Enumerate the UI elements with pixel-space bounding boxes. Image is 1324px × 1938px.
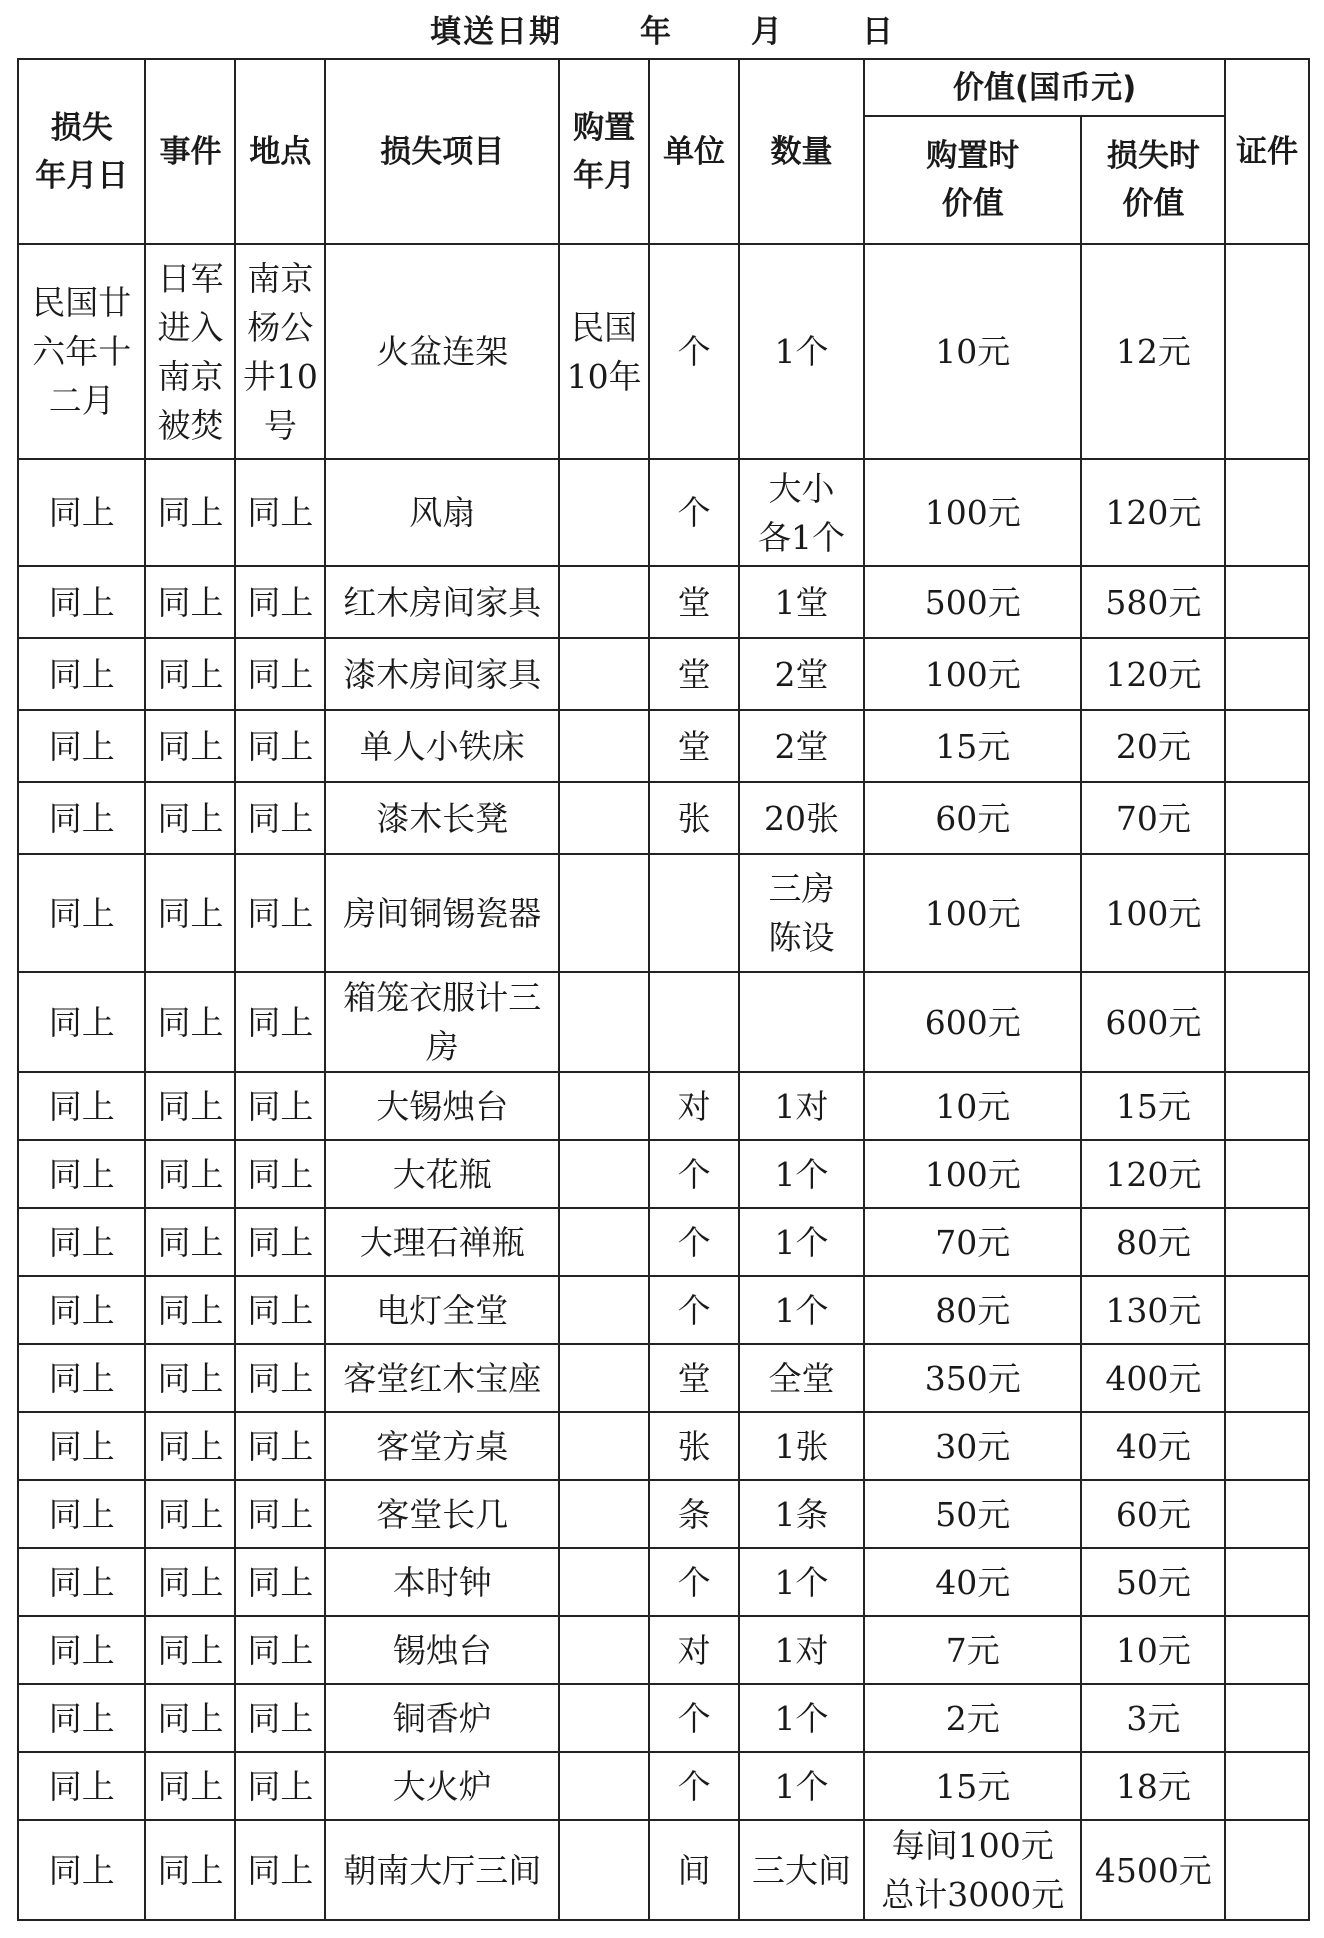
cell-quantity: 全堂 [739,1344,864,1412]
cell-proof [1225,244,1309,459]
cell-event: 同上 [145,1140,235,1208]
cell-value-loss: 80元 [1081,1208,1225,1276]
cell-value-purchase: 100元 [864,1140,1081,1208]
cell-loss-date: 同上 [18,1276,145,1344]
cell-value-loss: 50元 [1081,1548,1225,1616]
header-value-purchase: 购置时 价值 [864,116,1081,244]
cell-event: 同上 [145,566,235,638]
header-value-group: 价值(国币元) [864,59,1225,116]
cell-proof [1225,1276,1309,1344]
cell-unit [649,854,739,972]
cell-item: 朝南大厅三间 [325,1820,559,1920]
table-row [18,566,1309,638]
table-row [18,459,1309,566]
fill-date-day: 日 [862,14,895,50]
cell-item: 客堂方桌 [325,1412,559,1480]
cell-loss-date: 同上 [18,1616,145,1684]
cell-loss-date: 同上 [18,972,145,1072]
table-row [18,1752,1309,1820]
cell-unit: 个 [649,1140,739,1208]
cell-quantity: 1个 [739,1276,864,1344]
cell-proof [1225,1412,1309,1480]
cell-place: 同上 [235,566,325,638]
cell-event: 同上 [145,1548,235,1616]
table-row [18,1140,1309,1208]
cell-value-purchase: 600元 [864,972,1081,1072]
header-event: 事件 [145,59,235,244]
cell-loss-date: 民国廿 六年十 二月 [18,244,145,459]
cell-loss-date: 同上 [18,566,145,638]
cell-purchase-date [559,1616,649,1684]
cell-place: 同上 [235,1276,325,1344]
cell-loss-date: 同上 [18,1752,145,1820]
cell-purchase-date [559,782,649,854]
cell-item: 火盆连架 [325,244,559,459]
cell-item: 大理石禅瓶 [325,1208,559,1276]
cell-value-purchase: 50元 [864,1480,1081,1548]
cell-unit: 个 [649,1752,739,1820]
cell-event: 同上 [145,638,235,710]
cell-proof [1225,1140,1309,1208]
cell-unit: 堂 [649,638,739,710]
cell-value-loss: 15元 [1081,1072,1225,1140]
cell-value-loss: 120元 [1081,459,1225,566]
cell-value-loss: 400元 [1081,1344,1225,1412]
cell-item: 漆木长凳 [325,782,559,854]
table-row [18,1208,1309,1276]
cell-loss-date: 同上 [18,1820,145,1920]
cell-proof [1225,566,1309,638]
cell-proof [1225,1684,1309,1752]
cell-quantity: 1条 [739,1480,864,1548]
cell-quantity: 1个 [739,1548,864,1616]
cell-place: 南京 杨公 井10 号 [235,244,325,459]
cell-item: 风扇 [325,459,559,566]
table-row [18,710,1309,782]
cell-purchase-date [559,1208,649,1276]
cell-unit: 堂 [649,1344,739,1412]
cell-value-purchase: 350元 [864,1344,1081,1412]
cell-purchase-date [559,1480,649,1548]
cell-value-loss: 3元 [1081,1684,1225,1752]
table-row [18,1684,1309,1752]
cell-purchase-date [559,854,649,972]
cell-unit: 个 [649,459,739,566]
cell-unit: 条 [649,1480,739,1548]
cell-proof [1225,972,1309,1072]
cell-place: 同上 [235,782,325,854]
cell-value-loss: 10元 [1081,1616,1225,1684]
fill-date-year: 年 [640,14,673,50]
cell-item: 大花瓶 [325,1140,559,1208]
cell-quantity: 2堂 [739,638,864,710]
cell-value-purchase: 100元 [864,638,1081,710]
cell-item: 红木房间家具 [325,566,559,638]
cell-quantity: 1对 [739,1616,864,1684]
cell-place: 同上 [235,1480,325,1548]
cell-value-purchase: 2元 [864,1684,1081,1752]
cell-place: 同上 [235,710,325,782]
cell-item: 箱笼衣服计三房 [325,972,559,1072]
header-value-loss: 损失时 价值 [1081,116,1225,244]
cell-unit: 堂 [649,566,739,638]
cell-value-loss: 20元 [1081,710,1225,782]
cell-purchase-date [559,638,649,710]
cell-place: 同上 [235,1684,325,1752]
cell-quantity: 1个 [739,1752,864,1820]
cell-unit: 个 [649,1208,739,1276]
cell-loss-date: 同上 [18,1412,145,1480]
cell-quantity: 大小 各1个 [739,459,864,566]
cell-purchase-date [559,1412,649,1480]
cell-value-loss: 120元 [1081,1140,1225,1208]
cell-unit: 间 [649,1820,739,1920]
cell-quantity: 三房 陈设 [739,854,864,972]
cell-place: 同上 [235,1412,325,1480]
cell-value-loss: 100元 [1081,854,1225,972]
cell-proof [1225,638,1309,710]
cell-quantity: 三大间 [739,1820,864,1920]
cell-event: 同上 [145,972,235,1072]
cell-value-loss: 600元 [1081,972,1225,1072]
cell-value-purchase: 7元 [864,1616,1081,1684]
cell-value-loss: 18元 [1081,1752,1225,1820]
cell-event: 同上 [145,1276,235,1344]
cell-unit: 个 [649,1276,739,1344]
cell-place: 同上 [235,638,325,710]
cell-proof [1225,1208,1309,1276]
cell-value-purchase: 40元 [864,1548,1081,1616]
cell-unit: 堂 [649,710,739,782]
cell-purchase-date [559,1344,649,1412]
cell-loss-date: 同上 [18,459,145,566]
cell-value-purchase: 500元 [864,566,1081,638]
cell-purchase-date [559,566,649,638]
cell-proof [1225,1752,1309,1820]
cell-value-purchase: 10元 [864,1072,1081,1140]
cell-item: 大锡烛台 [325,1072,559,1140]
header-purchase-date: 购置 年月 [559,59,649,244]
cell-value-purchase: 15元 [864,710,1081,782]
fill-date-label: 填送日期 [430,14,562,50]
cell-loss-date: 同上 [18,854,145,972]
cell-purchase-date [559,710,649,782]
header-proof: 证件 [1225,59,1309,244]
cell-quantity: 20张 [739,782,864,854]
cell-loss-date: 同上 [18,1072,145,1140]
header-place: 地点 [235,59,325,244]
cell-place: 同上 [235,854,325,972]
cell-item: 客堂红木宝座 [325,1344,559,1412]
cell-value-loss: 12元 [1081,244,1225,459]
cell-purchase-date [559,1548,649,1616]
fill-date-month: 月 [751,14,784,50]
cell-loss-date: 同上 [18,1548,145,1616]
cell-purchase-date [559,972,649,1072]
table-row [18,638,1309,710]
cell-purchase-date [559,1684,649,1752]
cell-event: 同上 [145,1684,235,1752]
cell-quantity: 1个 [739,1140,864,1208]
cell-value-loss: 4500元 [1081,1820,1225,1920]
cell-place: 同上 [235,1072,325,1140]
table-row [18,244,1309,459]
table-row [18,854,1309,972]
header-item: 损失项目 [325,59,559,244]
cell-purchase-date [559,1276,649,1344]
cell-event: 同上 [145,1480,235,1548]
cell-place: 同上 [235,1140,325,1208]
cell-quantity: 1堂 [739,566,864,638]
cell-purchase-date [559,459,649,566]
cell-value-loss: 120元 [1081,638,1225,710]
cell-value-purchase: 15元 [864,1752,1081,1820]
cell-item: 客堂长几 [325,1480,559,1548]
cell-value-purchase: 100元 [864,854,1081,972]
cell-value-purchase: 100元 [864,459,1081,566]
cell-unit [649,972,739,1072]
cell-quantity: 1对 [739,1072,864,1140]
table-row [18,1548,1309,1616]
cell-unit: 对 [649,1072,739,1140]
cell-place: 同上 [235,1820,325,1920]
cell-value-loss: 70元 [1081,782,1225,854]
cell-quantity: 1个 [739,244,864,459]
cell-proof [1225,1344,1309,1412]
cell-event: 同上 [145,782,235,854]
header-loss-date: 损失 年月日 [18,59,145,244]
cell-item: 本时钟 [325,1548,559,1616]
cell-value-purchase: 60元 [864,782,1081,854]
cell-value-purchase: 70元 [864,1208,1081,1276]
cell-loss-date: 同上 [18,1480,145,1548]
table-row [18,1820,1309,1920]
cell-place: 同上 [235,459,325,566]
cell-unit: 个 [649,244,739,459]
cell-proof [1225,1548,1309,1616]
cell-purchase-date [559,1072,649,1140]
cell-place: 同上 [235,972,325,1072]
cell-event: 同上 [145,459,235,566]
cell-unit: 对 [649,1616,739,1684]
cell-purchase-date: 民国 10年 [559,244,649,459]
cell-item: 铜香炉 [325,1684,559,1752]
cell-item: 锡烛台 [325,1616,559,1684]
cell-proof [1225,854,1309,972]
cell-loss-date: 同上 [18,710,145,782]
cell-purchase-date [559,1820,649,1920]
cell-event: 同上 [145,1412,235,1480]
cell-loss-date: 同上 [18,1684,145,1752]
cell-place: 同上 [235,1208,325,1276]
cell-quantity: 1张 [739,1412,864,1480]
cell-event: 同上 [145,1072,235,1140]
cell-loss-date: 同上 [18,1208,145,1276]
cell-event: 同上 [145,1344,235,1412]
table-row [18,1412,1309,1480]
cell-event: 日军 进入 南京 被焚 [145,244,235,459]
cell-event: 同上 [145,1820,235,1920]
cell-item: 电灯全堂 [325,1276,559,1344]
cell-place: 同上 [235,1752,325,1820]
cell-unit: 张 [649,1412,739,1480]
cell-event: 同上 [145,1616,235,1684]
cell-value-loss: 580元 [1081,566,1225,638]
cell-proof [1225,1072,1309,1140]
table-row [18,1072,1309,1140]
cell-loss-date: 同上 [18,1344,145,1412]
cell-proof [1225,782,1309,854]
cell-place: 同上 [235,1344,325,1412]
cell-place: 同上 [235,1616,325,1684]
cell-proof [1225,1480,1309,1548]
cell-item: 大火炉 [325,1752,559,1820]
cell-item: 漆木房间家具 [325,638,559,710]
cell-event: 同上 [145,1208,235,1276]
cell-proof [1225,710,1309,782]
table-row [18,1344,1309,1412]
cell-proof [1225,1820,1309,1920]
cell-value-purchase: 80元 [864,1276,1081,1344]
table-row [18,1276,1309,1344]
cell-unit: 张 [649,782,739,854]
table-row [18,1616,1309,1684]
cell-value-loss: 40元 [1081,1412,1225,1480]
cell-loss-date: 同上 [18,638,145,710]
cell-value-purchase: 30元 [864,1412,1081,1480]
table-body [18,244,1309,1920]
cell-item: 单人小铁床 [325,710,559,782]
cell-value-loss: 130元 [1081,1276,1225,1344]
cell-proof [1225,1616,1309,1684]
cell-value-loss: 60元 [1081,1480,1225,1548]
cell-loss-date: 同上 [18,782,145,854]
cell-quantity: 2堂 [739,710,864,782]
cell-quantity: 1个 [739,1208,864,1276]
fill-date-line [430,6,895,51]
loss-table [17,58,1310,1921]
table-row [18,972,1309,1072]
cell-quantity [739,972,864,1072]
cell-place: 同上 [235,1548,325,1616]
header-unit: 单位 [649,59,739,244]
cell-purchase-date [559,1140,649,1208]
cell-item: 房间铜锡瓷器 [325,854,559,972]
cell-quantity: 1个 [739,1684,864,1752]
cell-event: 同上 [145,854,235,972]
cell-unit: 个 [649,1548,739,1616]
cell-event: 同上 [145,1752,235,1820]
cell-event: 同上 [145,710,235,782]
cell-purchase-date [559,1752,649,1820]
table-row [18,1480,1309,1548]
cell-proof [1225,459,1309,566]
cell-unit: 个 [649,1684,739,1752]
table-row [18,782,1309,854]
header-quantity: 数量 [739,59,864,244]
cell-value-purchase: 10元 [864,244,1081,459]
cell-loss-date: 同上 [18,1140,145,1208]
cell-value-purchase: 每间100元 总计3000元 [864,1820,1081,1920]
